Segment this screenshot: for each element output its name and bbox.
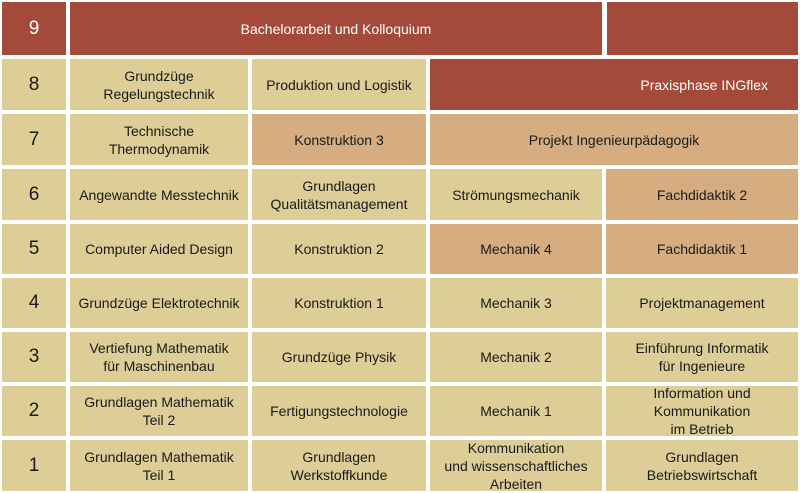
semester-label: 1 (0, 438, 68, 493)
module-cell: Vertiefung Mathematik für Maschinenbau (68, 330, 250, 384)
module-cell-praxisphase: Praxisphase INGflex (428, 57, 800, 112)
module-cell: Fachdidaktik 2 (604, 167, 800, 222)
module-cell: Fachdidaktik 1 (604, 222, 800, 276)
module-cell: Produktion und Logistik (250, 57, 428, 112)
module-cell: Mechanik 3 (428, 276, 604, 330)
module-cell: Grundzüge Regelungstechnik (68, 57, 250, 112)
module-cell: Grundlagen Mathematik Teil 2 (68, 384, 250, 438)
module-cell: Kommunikation und wissenschaftliches Arbeiten (428, 438, 604, 493)
module-cell: Information und Kommunikation im Betrieb (604, 384, 800, 438)
module-cell-bachelor-thesis: Bachelorarbeit und Kolloquium (68, 0, 604, 57)
module-cell: Fertigungstechnologie (250, 384, 428, 438)
semester-label: 4 (0, 276, 68, 330)
module-cell: Konstruktion 3 (250, 112, 428, 167)
module-cell: Grundzüge Physik (250, 330, 428, 384)
module-cell: Grundlagen Qualitätsmanagement (250, 167, 428, 222)
module-cell: Technische Thermodynamik (68, 112, 250, 167)
module-cell: Grundzüge Elektrotechnik (68, 276, 250, 330)
module-cell: Grundlagen Werkstoffkunde (250, 438, 428, 493)
module-cell: Konstruktion 2 (250, 222, 428, 276)
module-cell: Computer Aided Design (68, 222, 250, 276)
module-cell: Grundlagen Mathematik Teil 1 (68, 438, 250, 493)
semester-label: 7 (0, 112, 68, 167)
module-cell: Grundlagen Betriebswirtschaft (604, 438, 800, 493)
module-cell: Mechanik 1 (428, 384, 604, 438)
module-cell-thesis-extension (604, 0, 800, 57)
semester-label: 5 (0, 222, 68, 276)
module-cell: Mechanik 4 (428, 222, 604, 276)
semester-label: 2 (0, 384, 68, 438)
module-cell: Strömungsmechanik (428, 167, 604, 222)
semester-label: 9 (0, 0, 68, 57)
module-cell: Mechanik 2 (428, 330, 604, 384)
module-cell: Projekt Ingenieurpädagogik (428, 112, 800, 167)
module-cell: Angewandte Messtechnik (68, 167, 250, 222)
module-cell: Projektmanagement (604, 276, 800, 330)
semester-label: 6 (0, 167, 68, 222)
semester-label: 8 (0, 57, 68, 112)
semester-label: 3 (0, 330, 68, 384)
module-cell: Einführung Informatik für Ingenieure (604, 330, 800, 384)
module-cell: Konstruktion 1 (250, 276, 428, 330)
